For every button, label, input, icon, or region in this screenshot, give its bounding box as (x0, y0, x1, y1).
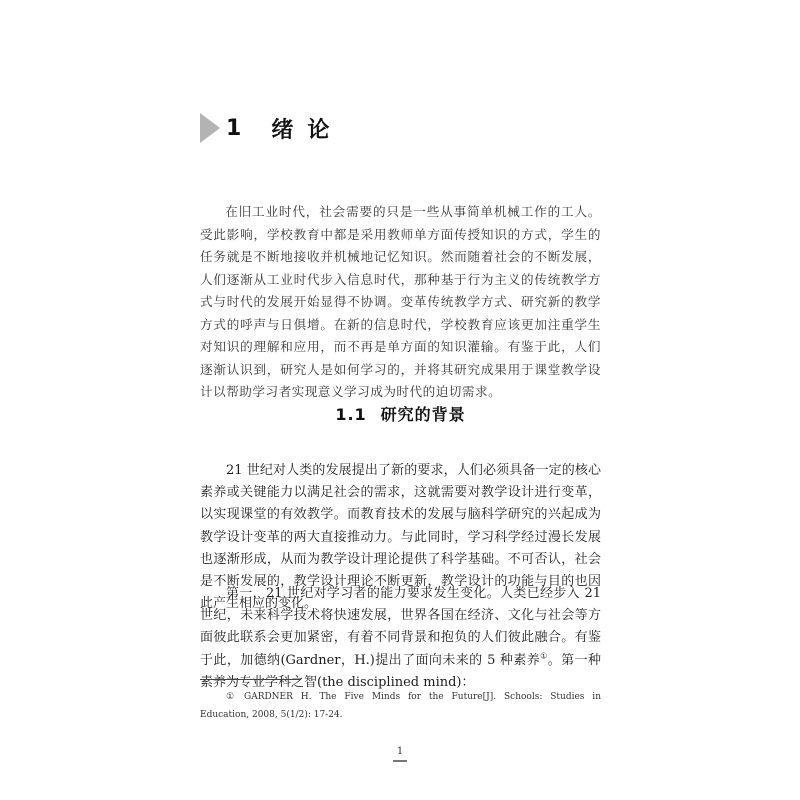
footnote-marker: ① (226, 692, 235, 702)
body-paragraph-1: 21 世纪对人类的发展提出了新的要求，人们必须具备一定的核心素养或关键能力以满足社会的需求，这就需要对教学设计进行变革，以实现课堂的有效教学。而教育技术的发展与脑科学研究的兴起成为教学设计变革的两大直接推动力。与此同时，学习科学经过漫长发展也逐渐形成，从而为教学设计理论提供了科学基础。不可否认，社会是不断发展的，教学设计理论不断更新，教学设计的功能与目的也因此产生相应的变化。 (200, 463, 601, 612)
body-paragraph-2-continuation: 。第一种素养为专业学科之智(the disciplined mind)： (200, 652, 602, 690)
intro-paragraph: 在旧工业时代，社会需要的只是一些从事简单机械工作的工人。受此影响，学校教育中都是采用教师单方面传授知识的方式，学生的任务就是不断地接收并机械地记忆知识。然而随着社会的不断发展，人们逐渐从工业时代步入信息时代，那种基于行为主义的传统教学方式与时代的发展开始显得不协调。变革传统教学方式、研究新的教学方式的呼声与日俱增。在新的信息时代，学校教育应该更加注重学生对知识的理解和应用，而不再是单方面的知识灌输。有鉴于此，人们逐渐认识到，研究人是如何学习的，并将其研究成果用于课堂教学设计以帮助学习者实现意义学习成为时代的迫切需求。 (200, 204, 601, 399)
chapter-heading (200, 110, 343, 146)
section-number: 1.1 (335, 405, 367, 424)
body-paragraph-2 (200, 583, 601, 694)
page-number: 1 (396, 746, 404, 757)
section-title: 研究的背景 (380, 405, 466, 424)
body-paragraph-2-text: 第一，21 世纪对学习者的能力要求发生变化。人类已经步入 21 世纪，未来科学技术将快速发展，世界各国在经济、文化与社会等方面彼此联系会更加紧密，有着不同背景和抱负的人们彼此融合。有鉴于此，加德纳(Gardner，H.)提出了面向未来的 5 种素养 (200, 586, 601, 668)
footnote-text: GARDNER H. The Five Minds for the Future[J]. Schools: Studies in Education, 2008, 5(1/2): 17-24. (200, 692, 601, 720)
chapter-marker-triangle (200, 113, 220, 143)
footnote (200, 688, 601, 724)
footnote-divider (200, 679, 300, 680)
footnote-reference[interactable]: ① (540, 651, 548, 661)
chapter-title: 绪论 (271, 117, 344, 143)
chapter-number: 1 (226, 115, 256, 141)
page-number-underline (393, 760, 407, 762)
section-heading (200, 402, 601, 425)
